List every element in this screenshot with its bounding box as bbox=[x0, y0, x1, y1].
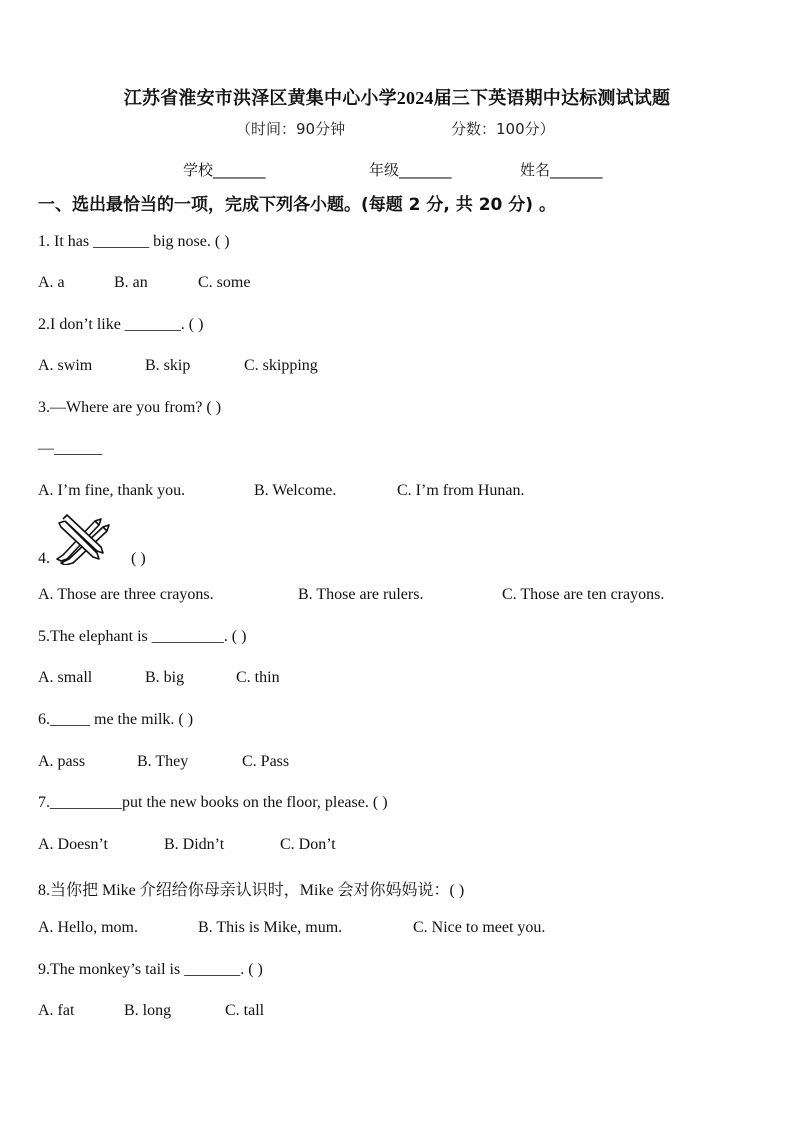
q1-option-b[interactable]: B. an bbox=[114, 274, 148, 291]
question-7: 7._________put the new books on the floor, please. ( ) bbox=[38, 794, 388, 811]
q7-option-a[interactable]: A. Doesn’t bbox=[38, 836, 108, 853]
q4-answer-paren[interactable]: ( ) bbox=[131, 550, 146, 567]
q8-option-a[interactable]: A. Hello, mom. bbox=[38, 919, 138, 936]
question-5: 5.The elephant is _________. ( ) bbox=[38, 628, 247, 645]
question-2: 2.I don’t like _______. ( ) bbox=[38, 316, 204, 333]
q1-option-a[interactable]: A. a bbox=[38, 274, 65, 291]
q2-option-c[interactable]: C. skipping bbox=[244, 357, 318, 374]
q8-option-b[interactable]: B. This is Mike, mum. bbox=[198, 919, 343, 936]
q4-option-b[interactable]: B. Those are rulers. bbox=[298, 586, 424, 603]
q5-option-a[interactable]: A. small bbox=[38, 669, 93, 686]
q3-option-c[interactable]: C. I’m from Hunan. bbox=[397, 482, 525, 499]
question-4: 4. bbox=[38, 550, 50, 567]
q3-answer-line[interactable]: —______ bbox=[38, 440, 102, 457]
question-3: 3.—Where are you from? ( ) bbox=[38, 399, 222, 416]
name-field[interactable]: 姓名_______ bbox=[520, 161, 603, 179]
exam-title: 江苏省淮安市洪泽区黄集中心小学2024届三下英语期中达标测试试题 bbox=[123, 88, 671, 108]
q3-option-a[interactable]: A. I’m fine, thank you. bbox=[38, 482, 186, 499]
question-6: 6._____ me the milk. ( ) bbox=[38, 711, 194, 728]
crayons-icon bbox=[53, 513, 113, 570]
q4-option-a[interactable]: A. Those are three crayons. bbox=[38, 586, 214, 603]
q9-option-b[interactable]: B. long bbox=[124, 1002, 172, 1019]
q9-option-c[interactable]: C. tall bbox=[225, 1002, 265, 1019]
q6-option-c[interactable]: C. Pass bbox=[242, 753, 290, 770]
section-heading: 一、选出最恰当的一项，完成下列各小题。(每题 2 分, 共 20 分) 。 bbox=[38, 195, 556, 215]
q8-option-c[interactable]: C. Nice to meet you. bbox=[413, 919, 546, 936]
exam-score: 分数：100分） bbox=[451, 120, 555, 138]
question-9: 9.The monkey’s tail is _______. ( ) bbox=[38, 961, 263, 978]
exam-time: （时间：90分钟 bbox=[236, 120, 346, 138]
q2-option-b[interactable]: B. skip bbox=[145, 357, 191, 374]
q7-option-b[interactable]: B. Didn’t bbox=[164, 836, 225, 853]
q2-option-a[interactable]: A. swim bbox=[38, 357, 93, 374]
q3-option-b[interactable]: B. Welcome. bbox=[254, 482, 337, 499]
q7-option-c[interactable]: C. Don’t bbox=[280, 836, 336, 853]
q9-option-a[interactable]: A. fat bbox=[38, 1002, 75, 1019]
q1-option-c[interactable]: C. some bbox=[198, 274, 251, 291]
school-field[interactable]: 学校_______ bbox=[183, 161, 266, 179]
question-1: 1. It has _______ big nose. ( ) bbox=[38, 233, 230, 250]
q4-option-c[interactable]: C. Those are ten crayons. bbox=[502, 586, 665, 603]
question-8: 8.当你把 Mike 介绍给你母亲认识时，Mike 会对你妈妈说：( ) bbox=[38, 882, 465, 899]
q5-option-b[interactable]: B. big bbox=[145, 669, 185, 686]
q5-option-c[interactable]: C. thin bbox=[236, 669, 280, 686]
grade-field[interactable]: 年级_______ bbox=[369, 161, 452, 179]
q6-option-a[interactable]: A. pass bbox=[38, 753, 86, 770]
q6-option-b[interactable]: B. They bbox=[137, 753, 189, 770]
